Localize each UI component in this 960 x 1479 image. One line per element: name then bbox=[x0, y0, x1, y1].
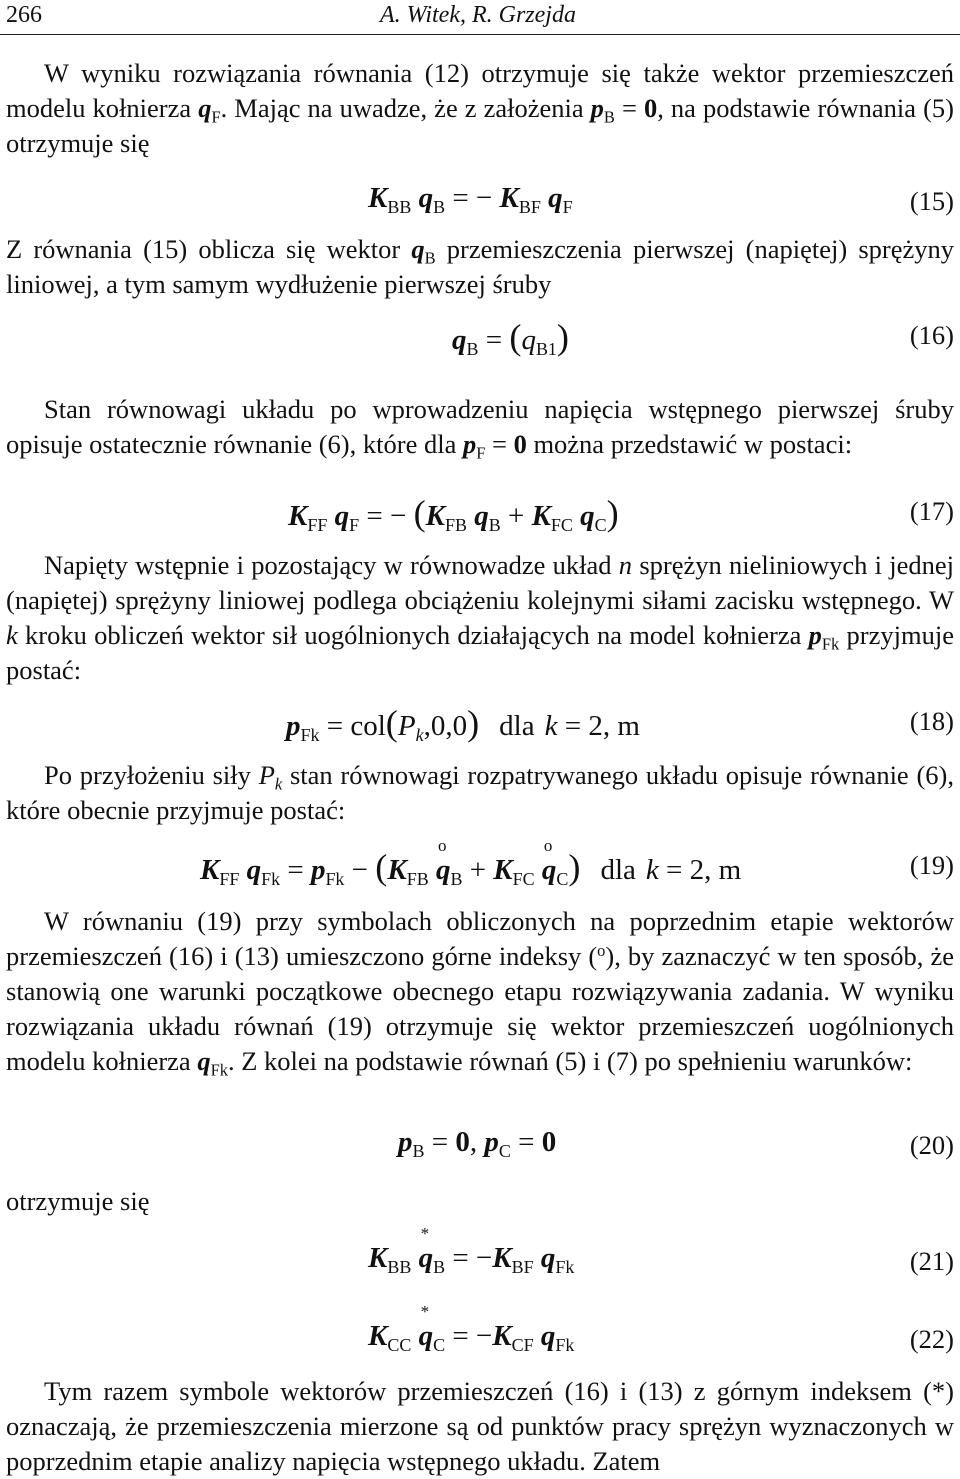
equation-18: $p_{Fk} = col(P_k,0,0)$ dla k = 2, m (18) bbox=[286, 703, 954, 745]
paragraph-4: Napięty wstępnie i pozostający w równowadze układ n sprężyn nieliniowych i jednej (napiętej) sprężyny liniowej podlega obciążeniu kolejnymi siłami zacisku wstępnego. W k kroku obliczeń wektor sił uogólnionych działających na model kołnierza $p_{Fk}$ przyjmuje postać: bbox=[6, 550, 954, 685]
paragraph-1: W wyniku rozwiązania równania (12) otrzymuje się także wektor przemieszczeń modelu kołnierza $q_F$. Mając na uwadze, że z założenia $p_B = 0$, na podstawie równania (5) otrzymuje się bbox=[6, 58, 954, 158]
paragraph-5: Po przyłożeniu siły $P_k$ stan równowagi rozpatrywanego układu opisuje równanie (6), które obecnie przyjmuje postać: bbox=[6, 760, 954, 825]
equation-22: $K_{CC}$ q * $_C = -K_{CF}$ $q_{Fk}$ (22) bbox=[368, 1302, 954, 1355]
paragraph-3: Stan równowagi układu po wprowadzeniu napięcia wstępnego pierwszej śruby opisuje ostatecznie równanie (6), które dla $p_F = 0$ można przedstawić w postaci: bbox=[6, 394, 954, 463]
equation-19: $K_{FF}$ $q_{Fk} = p_{Fk} - (K_{FB}$ q o $_B + K_{FC}$ q o $_C$) dla k = 2, m (19) bbox=[200, 836, 954, 889]
equation-number: (20) bbox=[909, 1130, 954, 1160]
equation-20: $p_B = 0$, $p_C = 0$ (20) bbox=[398, 1126, 954, 1161]
paragraph-7: otrzymuje się bbox=[6, 1186, 150, 1216]
equation-21: $K_{BB}$ q * $_B = -K_{BF}$ $q_{Fk}$ (21) bbox=[368, 1224, 954, 1277]
equation-number: (17) bbox=[909, 496, 954, 526]
running-head-authors: A. Witek, R. Grzejda bbox=[380, 2, 576, 28]
equation-number: (21) bbox=[909, 1246, 954, 1276]
equation-15: $K_{BB}$ $q_B$ = − $K_{BF}$ $q_F$ (15) bbox=[368, 182, 954, 217]
header-rule bbox=[0, 34, 960, 35]
paragraph-6: W równaniu (19) przy symbolach obliczonych na poprzednim etapie wektorów przemieszczeń (16) i (13) umieszczono górne indeksy ($^o$), by zaznaczyć w ten sposób, że stanowią one warunki początkowe obecnego etapu rozwiązywania zadania. W wyniku rozwiązania układu równań (19) otrzymuje się wektor przemieszczeń uogólnionych modelu kołnierza $q_{Fk}$. Z kolei na podstawie równań (5) i (7) po spełnieniu warunków: bbox=[6, 906, 954, 1080]
page-header bbox=[0, 0, 960, 36]
paragraph-8: Tym razem symbole wektorów przemieszczeń (16) i (13) z górnym indeksem (*) oznaczają, że przemieszczenia mierzone są od punktów pracy sprężyn wyznaczonych w poprzednim etapie analizy napięcia wstępnego układu. Zatem bbox=[6, 1376, 954, 1476]
equation-17: $K_{FF}$ $q_F$ = − ($K_{FB}$ $q_B + K_{FC}$ $q_C$) (17) bbox=[288, 493, 954, 535]
equation-number: (19) bbox=[909, 850, 954, 880]
equation-number: (16) bbox=[909, 320, 954, 350]
equation-number: (18) bbox=[909, 706, 954, 736]
page-number: 266 bbox=[6, 2, 42, 28]
equation-16: $q_B = (q_{B1})$ (16) bbox=[452, 317, 954, 359]
equation-number: (15) bbox=[909, 186, 954, 216]
paragraph-2: Z równania (15) oblicza się wektor $q_B$ przemieszczenia pierwszej (napiętej) sprężyny liniowej, a tym samym wydłużenie pierwszej śruby bbox=[6, 234, 954, 299]
equation-number: (22) bbox=[909, 1324, 954, 1354]
